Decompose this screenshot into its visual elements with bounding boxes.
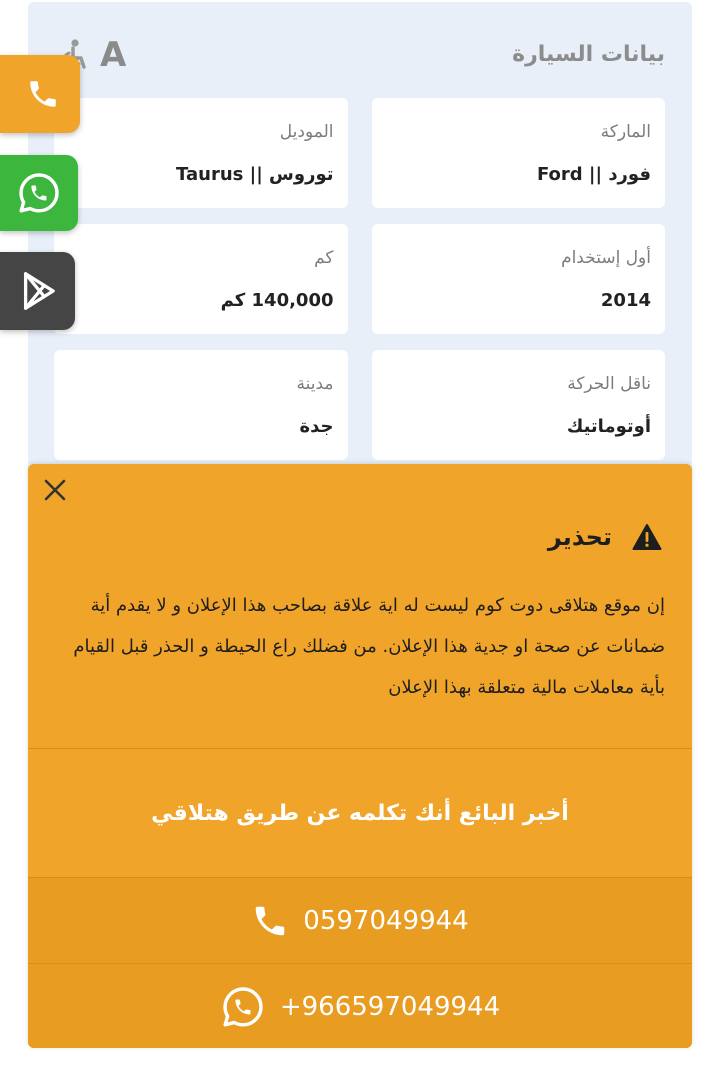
whatsapp-icon xyxy=(220,984,266,1030)
field-label: كم xyxy=(314,248,334,268)
field-card-mileage xyxy=(54,224,348,334)
field-label: الموديل xyxy=(279,122,334,142)
call-button[interactable] xyxy=(0,55,80,133)
field-value: 2014 xyxy=(600,290,651,311)
warning-panel xyxy=(28,464,692,1048)
whatsapp-number[interactable]: +966597049944 xyxy=(279,991,501,1022)
field-card-city xyxy=(54,350,348,460)
field-value: توروس || Taurus xyxy=(176,164,334,185)
field-card-transmission xyxy=(372,350,666,460)
phone-icon xyxy=(251,902,289,940)
tell-seller-message: أخبر البائع أنك تكلمه عن طريق هتلاقي xyxy=(151,800,569,826)
car-details-title: بيانات السيارة xyxy=(512,42,665,67)
phone-number[interactable]: 0597049944 xyxy=(303,905,469,936)
car-details-card xyxy=(28,2,692,480)
field-card-first-use xyxy=(372,224,666,334)
field-label: أول إستخدام xyxy=(561,248,651,268)
google-play-icon xyxy=(16,269,60,313)
field-card-model xyxy=(54,98,348,208)
phone-call-row[interactable] xyxy=(28,878,692,963)
field-value: فورد || Ford xyxy=(536,164,651,185)
field-value: جدة xyxy=(299,416,334,437)
field-label: ناقل الحركة xyxy=(567,374,651,394)
phone-icon xyxy=(26,77,60,111)
field-label: الماركة xyxy=(600,122,651,142)
warning-header xyxy=(28,464,692,748)
play-store-button[interactable] xyxy=(0,252,75,330)
whatsapp-icon xyxy=(16,170,62,216)
font-size-toggle[interactable]: A xyxy=(100,35,127,75)
whatsapp-row[interactable] xyxy=(28,964,692,1048)
warning-title: تحذير xyxy=(547,523,612,551)
field-card-brand xyxy=(372,98,666,208)
field-value: 140,000 كم xyxy=(220,290,334,311)
warning-triangle-icon xyxy=(632,523,662,551)
warning-message: إن موقع هتلاقى دوت كوم ليست له اية علاقة بصاحب هذا الإعلان و لا يقدم أية ضمانات عن صحة او جدية هذا الإعلان. من فضلك راع الحيطة و الحذر قبل القيام بأية معاملات مالية متعلقة بهذا الإعلان xyxy=(73,595,665,698)
close-icon[interactable] xyxy=(43,478,67,502)
field-label: مدينة xyxy=(296,374,334,394)
warning-title-row xyxy=(548,521,662,553)
car-details-grid xyxy=(54,98,665,460)
whatsapp-button[interactable] xyxy=(0,155,78,231)
field-value: أوتوماتيك xyxy=(566,416,651,437)
